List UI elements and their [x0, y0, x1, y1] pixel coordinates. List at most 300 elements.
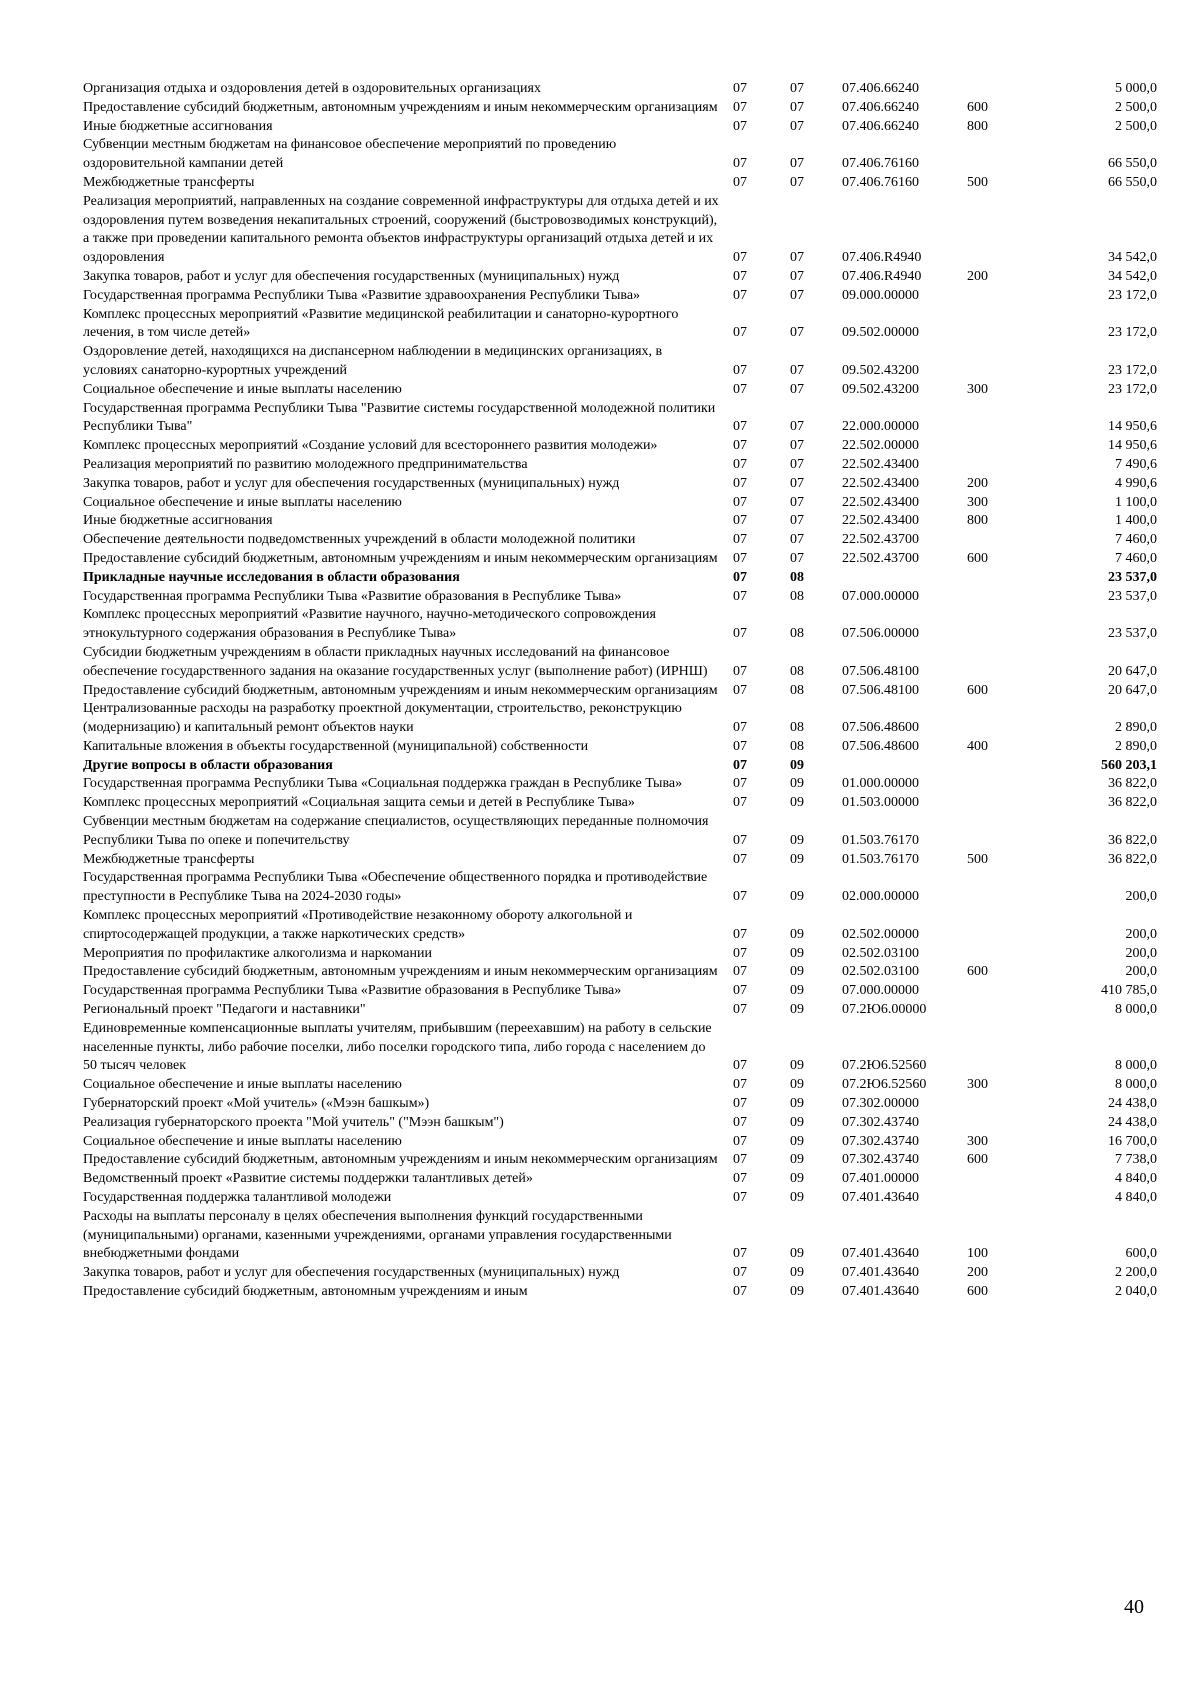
- target-article-code: 07.401.00000: [842, 1171, 919, 1187]
- subsection-code: 09: [790, 1265, 804, 1281]
- amount: 14 950,6: [1108, 419, 1157, 435]
- row-name: Субсидии бюджетным учреждениям в области прикладных научных исследований на финансовое обеспечение государственного задания на оказание государственных услуг (выполнение работ) (ИРНШ): [83, 644, 708, 679]
- row-name: Государственная программа Республики Тыва «Развитие здравоохранения Республики Тыва»: [83, 287, 641, 303]
- subsection-code: 09: [790, 1002, 804, 1018]
- expense-type-code: 600: [967, 1284, 988, 1299]
- table-row: [83, 851, 1157, 870]
- target-article-code: 02.000.00000: [842, 889, 919, 905]
- expense-type-code: 500: [967, 851, 988, 867]
- row-name: Иные бюджетные ассигнования: [83, 118, 273, 134]
- subsection-code: 09: [790, 1114, 804, 1130]
- target-article-code: 07.401.43640: [842, 1246, 919, 1262]
- amount: 36 822,0: [1108, 832, 1157, 848]
- subsection-code: 09: [790, 832, 804, 848]
- table-row: [83, 569, 1157, 588]
- target-article-code: 07.2Ю6.52560: [842, 1058, 927, 1074]
- table-row: [83, 1170, 1157, 1189]
- row-name: Оздоровление детей, находящихся на диспансерном наблюдении в медицинских организациях, в условиях санаторно-курортных учреждений: [83, 344, 663, 378]
- subsection-code: 09: [790, 1171, 804, 1187]
- amount: 600,0: [1125, 1246, 1157, 1262]
- target-article-code: 22.502.43700: [842, 532, 919, 548]
- table-row: [83, 945, 1157, 964]
- target-article-code: 07.406.R4940: [842, 268, 922, 284]
- amount: 4 840,0: [1115, 1171, 1157, 1187]
- section-code: 07: [733, 776, 747, 792]
- target-article-code: 07.406.66240: [842, 118, 919, 134]
- row-name: Региональный проект "Педагоги и наставники": [83, 1002, 366, 1018]
- row-name: Межбюджетные трансферты: [83, 851, 255, 867]
- amount: 8 000,0: [1115, 1077, 1157, 1093]
- table-row: [83, 306, 1157, 344]
- table-row: [83, 588, 1157, 607]
- subsection-code: 07: [790, 118, 804, 134]
- table-row: [83, 1076, 1157, 1095]
- table-row: [83, 287, 1157, 306]
- expense-type-code: 600: [967, 550, 988, 566]
- row-name: Другие вопросы в области образования: [83, 757, 333, 773]
- section-code: 07: [733, 250, 747, 266]
- target-article-code: 07.2Ю6.00000: [842, 1002, 927, 1018]
- subsection-code: 07: [790, 532, 804, 548]
- amount: 8 000,0: [1115, 1058, 1157, 1074]
- subsection-code: 07: [790, 362, 804, 378]
- target-article-code: 07.406.66240: [842, 99, 919, 115]
- section-code: 07: [733, 438, 747, 454]
- row-name: Субвенции местным бюджетам на финансовое обеспечение мероприятий по проведению оздоровительной кампании детей: [83, 137, 617, 172]
- expense-type-code: 800: [967, 118, 988, 134]
- table-row: [83, 813, 1157, 851]
- row-name: Закупка товаров, работ и услуг для обеспечения государственных (муниципальных) нужд: [83, 475, 620, 491]
- target-article-code: 07.506.48600: [842, 720, 919, 736]
- subsection-code: 07: [790, 268, 804, 284]
- row-name: Государственная программа Республики Тыва «Развитие образования в Республике Тыва»: [83, 588, 622, 604]
- target-article-code: 07.302.43740: [842, 1133, 919, 1149]
- expense-type-code: 100: [967, 1246, 988, 1262]
- section-code: 07: [733, 663, 747, 679]
- subsection-code: 09: [790, 1077, 804, 1093]
- subsection-code: 08: [790, 720, 804, 736]
- table-row: [83, 700, 1157, 738]
- amount: 7 738,0: [1115, 1152, 1157, 1168]
- section-code: 07: [733, 419, 747, 435]
- expense-type-code: 600: [967, 1152, 988, 1168]
- expense-type-code: 500: [967, 174, 988, 190]
- amount: 200,0: [1125, 889, 1157, 905]
- section-code: 07: [733, 1058, 747, 1074]
- amount: 23 172,0: [1108, 362, 1157, 378]
- section-code: 07: [733, 983, 747, 999]
- amount: 7 460,0: [1115, 550, 1157, 566]
- expense-type-code: 800: [967, 513, 988, 529]
- row-name: Предоставление субсидий бюджетным, автономным учреждениям и иным: [83, 1284, 528, 1299]
- row-name: Ведомственный проект «Развитие системы поддержки талантливых детей»: [83, 1171, 533, 1187]
- amount: 200,0: [1125, 945, 1157, 961]
- section-code: 07: [733, 362, 747, 378]
- table-row: [83, 907, 1157, 945]
- subsection-code: 07: [790, 438, 804, 454]
- section-code: 07: [733, 757, 747, 773]
- row-name: Организация отдыха и оздоровления детей в оздоровительных организациях: [83, 81, 541, 96]
- row-name: Государственная программа Республики Тыва "Развитие системы государственной молодежной политики Республики Тыва": [83, 400, 716, 435]
- amount: 23 172,0: [1108, 325, 1157, 341]
- amount: 36 822,0: [1108, 795, 1157, 811]
- subsection-code: 07: [790, 174, 804, 190]
- row-name: Социальное обеспечение и иные выплаты населению: [83, 494, 402, 510]
- row-name: Реализация мероприятий по развитию молодежного предпринимательства: [83, 456, 528, 472]
- subsection-code: 09: [790, 983, 804, 999]
- row-name: Комплекс процессных мероприятий «Развитие медицинской реабилитации и санаторно-курортного лечения, в том числе детей»: [83, 306, 679, 341]
- target-article-code: 07.406.R4940: [842, 250, 922, 266]
- amount: 2 200,0: [1115, 1265, 1157, 1281]
- expense-type-code: 300: [967, 381, 988, 397]
- amount: 410 785,0: [1101, 983, 1157, 999]
- amount: 16 700,0: [1108, 1133, 1157, 1149]
- amount: 4 840,0: [1115, 1190, 1157, 1206]
- row-name: Капитальные вложения в объекты государственной (муниципальной) собственности: [83, 738, 589, 754]
- table-row: [83, 512, 1157, 531]
- section-code: 07: [733, 1246, 747, 1262]
- subsection-code: 09: [790, 776, 804, 792]
- table-row: [83, 1208, 1157, 1264]
- subsection-code: 08: [790, 738, 804, 754]
- table-row: [83, 99, 1157, 118]
- row-name: Комплекс процессных мероприятий «Создание условий для всестороннего развития молодежи»: [83, 438, 658, 454]
- amount: 23 172,0: [1108, 381, 1157, 397]
- target-article-code: 09.000.00000: [842, 287, 919, 303]
- amount: 66 550,0: [1108, 156, 1157, 172]
- target-article-code: 07.506.48600: [842, 738, 919, 754]
- amount: 2 500,0: [1115, 118, 1157, 134]
- subsection-code: 09: [790, 1133, 804, 1149]
- target-article-code: 07.401.43640: [842, 1190, 919, 1206]
- subsection-code: 09: [790, 1246, 804, 1262]
- section-code: 07: [733, 569, 747, 585]
- target-article-code: 07.506.00000: [842, 626, 919, 642]
- table-row: [83, 1020, 1157, 1076]
- section-code: 07: [733, 475, 747, 491]
- table-row: [83, 174, 1157, 193]
- expense-type-code: 300: [967, 1133, 988, 1149]
- expense-type-code: 400: [967, 738, 988, 754]
- amount: 34 542,0: [1108, 268, 1157, 284]
- row-name: Реализация мероприятий, направленных на создание современной инфраструктуры для отдыха детей и их оздоровления путем возведения некапитальных строений, сооружений (быстровозводимых конструкций), а также при проведении капитального ремонта объектов инфраструктуры организаций отдыха детей и их оздоровления: [83, 193, 719, 266]
- amount: 2 040,0: [1115, 1284, 1157, 1299]
- section-code: 07: [733, 99, 747, 115]
- table-row: [83, 136, 1157, 174]
- section-code: 07: [733, 81, 747, 96]
- subsection-code: 07: [790, 287, 804, 303]
- table-row: [83, 869, 1157, 907]
- amount: 23 172,0: [1108, 287, 1157, 303]
- row-name: Государственная программа Республики Тыва «Развитие образования в Республике Тыва»: [83, 983, 622, 999]
- section-code: 07: [733, 832, 747, 848]
- expense-type-code: 200: [967, 1265, 988, 1281]
- subsection-code: 09: [790, 1152, 804, 1168]
- subsection-code: 09: [790, 889, 804, 905]
- table-row: [83, 80, 1157, 99]
- expense-type-code: 600: [967, 682, 988, 698]
- subsection-code: 09: [790, 1058, 804, 1074]
- row-name: Расходы на выплаты персоналу в целях обеспечения выполнения функций государственными (муниципальными) органами, казенными учреждениями, органами управления государственными внебюджетными фондами: [83, 1208, 672, 1262]
- section-code: 07: [733, 268, 747, 284]
- target-article-code: 07.506.48100: [842, 682, 919, 698]
- amount: 20 647,0: [1108, 682, 1157, 698]
- table-row: [83, 682, 1157, 701]
- table-row: [83, 456, 1157, 475]
- section-code: 07: [733, 1114, 747, 1130]
- target-article-code: 01.503.76170: [842, 832, 919, 848]
- target-article-code: 09.502.43200: [842, 381, 919, 397]
- row-name: Государственная программа Республики Тыва «Социальная поддержка граждан в Республике Тыва»: [83, 776, 683, 792]
- table-row: [83, 381, 1157, 400]
- row-name: Предоставление субсидий бюджетным, автономным учреждениям и иным некоммерческим организациям: [83, 682, 718, 698]
- subsection-code: 08: [790, 682, 804, 698]
- table-row: [83, 193, 1157, 268]
- amount: 20 647,0: [1108, 663, 1157, 679]
- target-article-code: 09.502.00000: [842, 325, 919, 341]
- subsection-code: 07: [790, 456, 804, 472]
- row-name: Межбюджетные трансферты: [83, 174, 255, 190]
- expense-type-code: 300: [967, 1077, 988, 1093]
- subsection-code: 07: [790, 550, 804, 566]
- table-row: [83, 118, 1157, 137]
- section-code: 07: [733, 456, 747, 472]
- target-article-code: 07.000.00000: [842, 983, 919, 999]
- section-code: 07: [733, 682, 747, 698]
- subsection-code: 07: [790, 99, 804, 115]
- section-code: 07: [733, 1096, 747, 1112]
- section-code: 07: [733, 720, 747, 736]
- target-article-code: 22.502.43400: [842, 475, 919, 491]
- table-row: [83, 1151, 1157, 1170]
- target-article-code: 02.502.00000: [842, 926, 919, 942]
- target-article-code: 07.401.43640: [842, 1284, 919, 1299]
- row-name: Предоставление субсидий бюджетным, автономным учреждениям и иным некоммерческим организациям: [83, 99, 718, 115]
- subsection-code: 08: [790, 588, 804, 604]
- section-code: 07: [733, 889, 747, 905]
- amount: 36 822,0: [1108, 776, 1157, 792]
- table-row: [83, 1133, 1157, 1152]
- target-article-code: 09.502.43200: [842, 362, 919, 378]
- row-name: Единовременные компенсационные выплаты учителям, прибывшим (переехавшим) на работу в сельские населенные пункты, либо рабочие поселки, либо поселки городского типа, либо города с населением до 50 тысяч человек: [83, 1020, 712, 1074]
- row-name: Иные бюджетные ассигнования: [83, 513, 273, 529]
- subsection-code: 07: [790, 381, 804, 397]
- subsection-code: 07: [790, 250, 804, 266]
- section-code: 07: [733, 381, 747, 397]
- target-article-code: 07.401.43640: [842, 1265, 919, 1281]
- amount: 200,0: [1125, 926, 1157, 942]
- amount: 8 000,0: [1115, 1002, 1157, 1018]
- section-code: 07: [733, 118, 747, 134]
- amount: 66 550,0: [1108, 174, 1157, 190]
- row-name: Реализация губернаторского проекта "Мой учитель" ("Мээн башкым"): [83, 1114, 504, 1130]
- table-row: [83, 606, 1157, 644]
- row-name: Предоставление субсидий бюджетным, автономным учреждениям и иным некоммерческим организациям: [83, 550, 718, 566]
- section-code: 07: [733, 795, 747, 811]
- subsection-code: 07: [790, 513, 804, 529]
- table-row: [83, 400, 1157, 438]
- target-article-code: 07.302.43740: [842, 1152, 919, 1168]
- table-row: [83, 1114, 1157, 1133]
- subsection-code: 09: [790, 964, 804, 980]
- amount: 34 542,0: [1108, 250, 1157, 266]
- table-row: [83, 268, 1157, 287]
- section-code: 07: [733, 964, 747, 980]
- budget-table: [83, 80, 1157, 1302]
- amount: 7 490,6: [1115, 456, 1157, 472]
- row-name: Предоставление субсидий бюджетным, автономным учреждениям и иным некоммерческим организациям: [83, 1152, 718, 1168]
- row-name: Губернаторский проект «Мой учитель» («Мээн башкым»): [83, 1096, 430, 1112]
- table-row: [83, 437, 1157, 456]
- amount: 1 400,0: [1115, 513, 1157, 529]
- subsection-code: 09: [790, 1096, 804, 1112]
- subsection-code: 09: [790, 757, 804, 773]
- section-code: 07: [733, 588, 747, 604]
- target-article-code: 02.502.03100: [842, 945, 919, 961]
- row-name: Закупка товаров, работ и услуг для обеспечения государственных (муниципальных) нужд: [83, 1265, 620, 1281]
- section-code: 07: [733, 325, 747, 341]
- subsection-code: 09: [790, 1284, 804, 1299]
- row-name: Социальное обеспечение и иные выплаты населению: [83, 1077, 402, 1093]
- row-name: Мероприятия по профилактике алкоголизма и наркомании: [83, 945, 432, 961]
- table-row: [83, 531, 1157, 550]
- subsection-code: 09: [790, 795, 804, 811]
- section-code: 07: [733, 1190, 747, 1206]
- section-code: 07: [733, 1171, 747, 1187]
- target-article-code: 22.502.43400: [842, 494, 919, 510]
- section-code: 07: [733, 1265, 747, 1281]
- subsection-code: 08: [790, 569, 804, 585]
- target-article-code: 01.503.76170: [842, 851, 919, 867]
- section-code: 07: [733, 738, 747, 754]
- target-article-code: 22.502.43700: [842, 550, 919, 566]
- table-row: [83, 1264, 1157, 1283]
- row-name: Комплекс процессных мероприятий «Социальная защита семьи и детей в Республике Тыва»: [83, 795, 635, 811]
- target-article-code: 01.503.00000: [842, 795, 919, 811]
- amount: 36 822,0: [1108, 851, 1157, 867]
- amount: 2 890,0: [1115, 738, 1157, 754]
- amount: 560 203,1: [1101, 757, 1157, 773]
- subsection-code: 08: [790, 663, 804, 679]
- subsection-code: 09: [790, 851, 804, 867]
- amount: 5 000,0: [1115, 81, 1157, 96]
- table-row: [83, 775, 1157, 794]
- table-row: [83, 1283, 1157, 1302]
- amount: 23 537,0: [1108, 588, 1157, 604]
- section-code: 07: [733, 1002, 747, 1018]
- amount: 23 537,0: [1108, 569, 1157, 585]
- subsection-code: 09: [790, 1190, 804, 1206]
- amount: 4 990,6: [1115, 475, 1157, 491]
- section-code: 07: [733, 851, 747, 867]
- row-name: Комплекс процессных мероприятий «Развитие научного, научно-методического сопровождения этнокультурного содержания образования в Республике Тыва»: [83, 607, 656, 642]
- row-name: Социальное обеспечение и иные выплаты населению: [83, 1133, 402, 1149]
- target-article-code: 07.302.43740: [842, 1114, 919, 1130]
- subsection-code: 09: [790, 945, 804, 961]
- table-row: [83, 738, 1157, 757]
- target-article-code: 07.2Ю6.52560: [842, 1077, 927, 1093]
- amount: 2 500,0: [1115, 99, 1157, 115]
- subsection-code: 07: [790, 81, 804, 96]
- row-name: Субвенции местным бюджетам на содержание специалистов, осуществляющих переданные полномочия Республики Тыва по опеке и попечительству: [83, 814, 709, 848]
- table-row: [83, 1189, 1157, 1208]
- section-code: 07: [733, 287, 747, 303]
- expense-type-code: 600: [967, 964, 988, 980]
- amount: 2 890,0: [1115, 720, 1157, 736]
- target-article-code: 22.000.00000: [842, 419, 919, 435]
- row-name: Государственная программа Республики Тыва «Обеспечение общественного порядка и противодействие преступности в Республике Тыва на 2024-2030 годы»: [83, 870, 708, 905]
- table-row: [83, 1095, 1157, 1114]
- page-number: 40: [1124, 1596, 1144, 1618]
- expense-type-code: 300: [967, 494, 988, 510]
- table-row: [83, 644, 1157, 682]
- table-row: [83, 1001, 1157, 1020]
- section-code: 07: [733, 174, 747, 190]
- row-name: Социальное обеспечение и иные выплаты населению: [83, 381, 402, 397]
- row-name: Государственная поддержка талантливой молодежи: [83, 1190, 392, 1206]
- row-name: Централизованные расходы на разработку проектной документации, строительство, реконструкцию (модернизацию) и капитальный ремонт объектов науки: [83, 701, 682, 736]
- target-article-code: 07.406.66240: [842, 81, 919, 96]
- expense-type-code: 200: [967, 475, 988, 491]
- expense-type-code: 200: [967, 268, 988, 284]
- amount: 7 460,0: [1115, 532, 1157, 548]
- target-article-code: 07.000.00000: [842, 588, 919, 604]
- subsection-code: 07: [790, 156, 804, 172]
- section-code: 07: [733, 513, 747, 529]
- section-code: 07: [733, 550, 747, 566]
- table-row: [83, 343, 1157, 381]
- amount: 23 537,0: [1108, 626, 1157, 642]
- section-code: 07: [733, 945, 747, 961]
- target-article-code: 02.502.03100: [842, 964, 919, 980]
- section-code: 07: [733, 1284, 747, 1299]
- subsection-code: 08: [790, 626, 804, 642]
- amount: 24 438,0: [1108, 1114, 1157, 1130]
- target-article-code: 07.406.76160: [842, 174, 919, 190]
- table-row: [83, 794, 1157, 813]
- table-row: [83, 982, 1157, 1001]
- table-row: [83, 550, 1157, 569]
- section-code: 07: [733, 156, 747, 172]
- section-code: 07: [733, 532, 747, 548]
- subsection-code: 07: [790, 419, 804, 435]
- target-article-code: 07.506.48100: [842, 663, 919, 679]
- row-name: Закупка товаров, работ и услуг для обеспечения государственных (муниципальных) нужд: [83, 268, 620, 284]
- target-article-code: 22.502.43400: [842, 513, 919, 529]
- row-name: Комплекс процессных мероприятий «Противодействие незаконному обороту алкогольной и спиртосодержащей продукции, а также наркотических средств»: [83, 908, 633, 942]
- row-name: Обеспечение деятельности подведомственных учреждений в области молодежной политики: [83, 532, 636, 548]
- target-article-code: 01.000.00000: [842, 776, 919, 792]
- subsection-code: 07: [790, 475, 804, 491]
- section-code: 07: [733, 1133, 747, 1149]
- expense-type-code: 600: [967, 99, 988, 115]
- amount: 1 100,0: [1115, 494, 1157, 510]
- section-code: 07: [733, 1077, 747, 1093]
- section-code: 07: [733, 926, 747, 942]
- section-code: 07: [733, 626, 747, 642]
- subsection-code: 09: [790, 926, 804, 942]
- table-row: [83, 494, 1157, 513]
- target-article-code: 22.502.00000: [842, 438, 919, 454]
- target-article-code: 07.406.76160: [842, 156, 919, 172]
- amount: 24 438,0: [1108, 1096, 1157, 1112]
- subsection-code: 07: [790, 325, 804, 341]
- row-name: Предоставление субсидий бюджетным, автономным учреждениям и иным некоммерческим организациям: [83, 964, 718, 980]
- target-article-code: 22.502.43400: [842, 456, 919, 472]
- row-name: Прикладные научные исследования в области образования: [83, 569, 460, 585]
- table-row: [83, 963, 1157, 982]
- amount: 200,0: [1125, 964, 1157, 980]
